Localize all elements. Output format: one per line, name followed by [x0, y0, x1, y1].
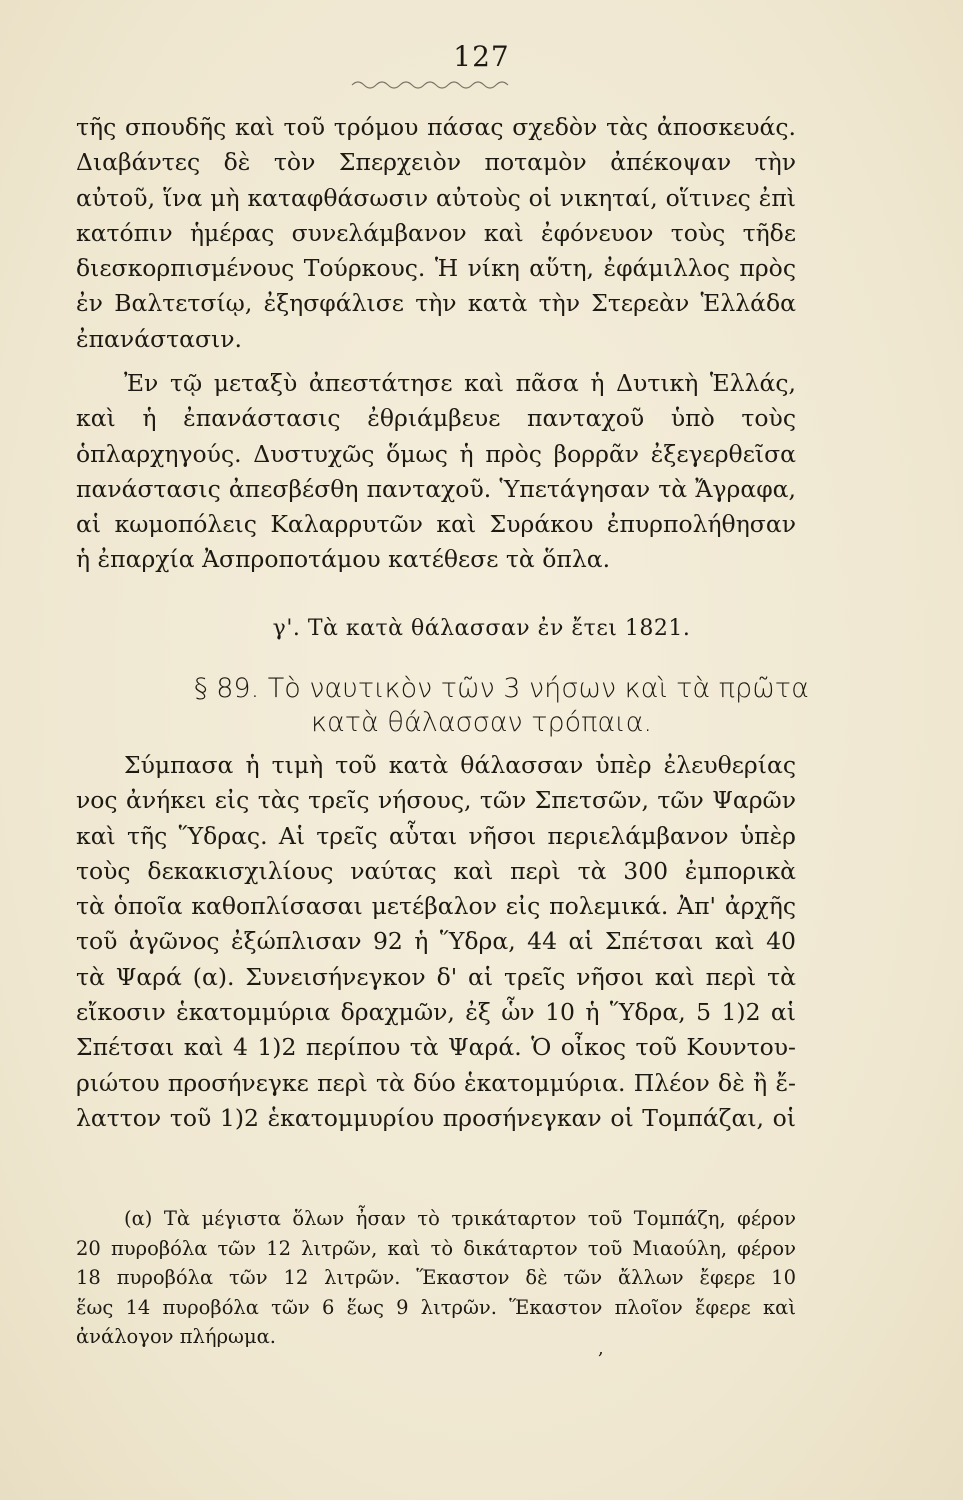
footnote-line: (α) Τὰ μέγιστα ὅλων ἦσαν τὸ τρικάταρτον τοῦ Τομπάζη, φέρον — [124, 1207, 796, 1230]
text-line: κατόπιν ἡμέρας συνελάμβανον καὶ ἐφόνευον τοὺς τῆδε — [76, 218, 796, 247]
text-line: ὁπλαρχηγούς. Δυστυχῶς ὅμως ἡ πρὸς βορρᾶν ἐξεγερθεῖσα — [76, 439, 796, 468]
text-line: τῆς σπουδῆς καὶ τοῦ τρόμου πάσας σχεδὸν τὰς ἀποσκευάς. — [76, 113, 796, 141]
text-line: τοὺς δεκακισχιλίους ναύτας καὶ περὶ τὰ 300 ἐμπορικὰ — [76, 856, 796, 885]
text-line: ἡ ἐπαρχία Ἀσπροποτάμου κατέθεσε τὰ ὅπλα. — [76, 545, 611, 574]
text-line: καὶ τῆς Ὕδρας. Αἱ τρεῖς αὗται νῆσοι περιελάμβανον ὑπὲρ — [76, 821, 796, 850]
footnote — [76, 1204, 796, 1352]
text-line: Ἐν τῷ μεταξὺ ἀπεστάτησε καὶ πᾶσα ἡ Δυτικὴ Ἑλλάς, — [124, 369, 796, 397]
text-line: ριώτου προσήνεγκε περὶ τὰ δύο ἑκατομμύρια. Πλέον δὲ ἢ ἔ- — [76, 1068, 796, 1097]
text-line: Σπέτσαι καὶ 4 1)2 περίπου τὰ Ψαρά. Ὁ οἶκος τοῦ Κουντου- — [76, 1033, 796, 1062]
footnote-line: 18 πυροβόλα τῶν 12 λιτρῶν. Ἕκαστον δὲ τῶν ἄλλων ἔφερε 10 — [76, 1266, 796, 1289]
footnote-line: 20 πυροβόλα τῶν 12 λιτρῶν, καὶ τὸ δικάταρτον τοῦ Μιαούλη, φέρον — [76, 1236, 796, 1260]
stray-mark: , — [598, 1338, 604, 1359]
footnote-line: ἀνάλογον πλήρωμα. — [76, 1325, 276, 1348]
paragraph-2 — [76, 366, 796, 578]
paragraph-3 — [76, 748, 796, 1136]
text-line: τὰ ὁποῖα καθοπλίσασαι μετέβαλον εἰς πολεμικά. Ἀπ' ἀρχῆς — [76, 892, 796, 921]
text-line: τὰ Ψαρά (α). Συνεισήνεγκον δ' αἱ τρεῖς νῆσοι καὶ περὶ τὰ — [76, 962, 796, 991]
text-line: αὐτοῦ, ἵνα μὴ καταφθάσωσιν αὐτοὺς οἱ νικηταί, οἵτινες ἐπὶ — [76, 183, 796, 212]
text-line: τοῦ ἀγῶνος ἐξώπλισαν 92 ἡ Ὕδρα, 44 αἱ Σπέτσαι καὶ 40 — [76, 927, 796, 956]
text-line: λαττον τοῦ 1)2 ἑκατομμυρίου προσήνεγκαν οἱ Τομπάζαι, οἱ — [76, 1103, 796, 1132]
page-number: 127 — [453, 40, 510, 73]
section-title-line-1: § 89. Τὸ ναυτικὸν τῶν 3 νήσων καὶ τὰ πρῶτα — [194, 673, 809, 704]
section-title-line-2: κατὰ θάλασσαν τρόπαια. — [310, 707, 653, 738]
text-line: Σύμπασα ἡ τιμὴ τοῦ κατὰ θάλασσαν ὑπὲρ ἐλευθερίας — [124, 751, 796, 779]
section-title — [0, 672, 963, 740]
footnote-line: ἕως 14 πυροβόλα τῶν 6 ἕως 9 λιτρῶν. Ἕκαστον πλοῖον ἔφερε καὶ — [76, 1295, 796, 1319]
text-line: διεσκορπισμένους Τούρκους. Ἡ νίκη αὕτη, ἐφάμιλλος πρὸς — [76, 254, 796, 283]
text-line: πανάστασις ἀπεσβέσθη πανταχοῦ. Ὑπετάγησαν τὰ Ἄγραφα, — [76, 474, 796, 503]
text-line: εἴκοσιν ἑκατομμύρια δραχμῶν, ἐξ ὧν 10 ἡ Ὕδρα, 5 1)2 αἱ — [76, 998, 796, 1027]
paragraph-1 — [76, 110, 796, 357]
subheading: γ'. Τὰ κατὰ θάλασσαν ἐν ἔτει 1821. — [272, 616, 691, 641]
text-line: αἱ κωμοπόλεις Καλαρρυτῶν καὶ Συράκου ἐπυρπολήθησαν — [76, 510, 796, 539]
text-line: νος ἀνήκει εἰς τὰς τρεῖς νήσους, τῶν Σπετσῶν, τῶν Ψαρῶν — [76, 786, 796, 815]
text-line: Διαβάντες δὲ τὸν Σπερχειὸν ποταμὸν ἀπέκοψαν τὴν — [76, 148, 796, 177]
text-line: ἐν Βαλτετσίῳ, ἐξησφάλισε τὴν κατὰ τὴν Στερεὰν Ἑλλάδα — [76, 289, 796, 318]
text-line: ἐπανάστασιν. — [76, 324, 243, 353]
decorative-ornament — [350, 78, 510, 92]
text-line: καὶ ἡ ἐπανάστασις ἐθριάμβευε πανταχοῦ ὑπὸ τοὺς — [76, 404, 796, 433]
